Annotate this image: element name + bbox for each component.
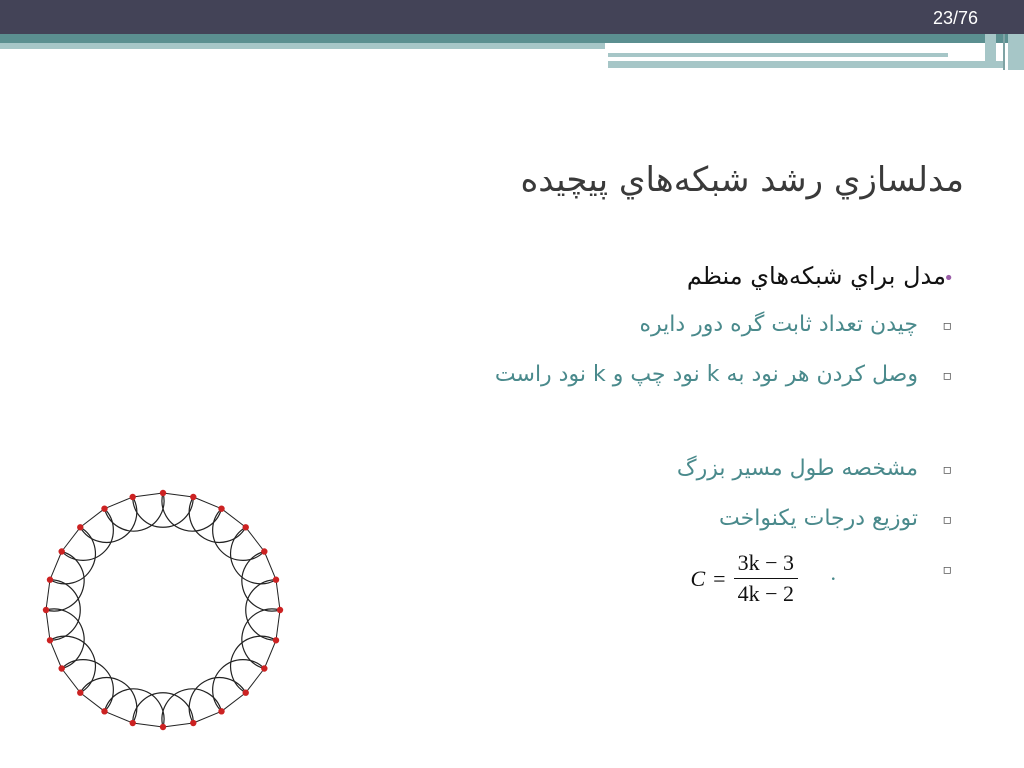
lattice-link [163,723,193,727]
lattice-arc [50,527,95,584]
lattice-node [47,637,53,643]
formula-dot: . [830,560,836,585]
lattice-node [58,665,64,671]
sub-bullet-text: مشخصه طول مسير بزرگ [676,456,918,481]
formula-lhs: C [690,565,706,591]
lattice-node [130,720,136,726]
lattice-link [222,509,246,528]
lattice-arc [50,636,95,693]
lattice-arc [50,580,80,641]
slide-title: مدلسازي رشد شبکه‌هاي پيچيده [520,160,964,200]
lattice-node [47,577,53,583]
lattice-node [218,505,224,511]
lattice-node [243,690,249,696]
lattice-node [101,505,107,511]
sub-bullet-text: چيدن تعداد ثابت گره دور دايره [639,312,918,337]
lattice-node [273,577,279,583]
lattice-link [133,723,163,727]
lattice-arc [213,509,265,561]
lattice-link [222,693,246,712]
square-bullet-icon: ▫ [942,318,952,334]
header-vertical-line [1003,34,1005,70]
lattice-node [218,708,224,714]
square-bullet-icon: ▫ [942,562,952,578]
lattice-link [62,527,81,551]
header-line-lower [608,61,1003,68]
lattice-node [43,607,49,613]
lattice-arc [213,660,265,712]
bullet-list [226,262,954,606]
bullet-dot-icon: • [943,268,954,289]
lattice-arc [133,497,194,527]
lattice-arc [133,693,194,723]
header-vertical-strip-right [1008,34,1024,70]
lattice-link [50,552,62,580]
lattice-link [50,640,62,668]
lattice-arc [189,497,245,542]
header-stripe-light [0,43,605,49]
lattice-node [261,548,267,554]
formula-denominator: 4k − 2 [737,581,794,606]
lattice-link [246,527,265,551]
square-bullet-icon: ▫ [942,462,952,478]
sub-bullet [226,362,952,412]
clustering-formula [690,550,836,607]
header-gap [605,43,1003,51]
lattice-node [58,548,64,554]
sub-bullet [226,312,952,362]
formula-fraction [734,550,798,607]
lattice-link [163,493,193,497]
sub-bullet-text: توزيع درجات يکنواخت [719,506,918,531]
lattice-link [105,497,133,509]
lattice-arc [62,660,114,712]
lattice-link [62,669,81,693]
lattice-link [133,493,163,497]
header-stripe [0,34,1024,43]
lattice-link [276,610,280,640]
lattice-link [264,552,276,580]
lattice-node [77,690,83,696]
slide-number: 23/76 [932,8,978,28]
lattice-node [190,720,196,726]
formula-bullet [226,550,952,606]
header-bar [0,0,1024,34]
lattice-link [80,509,104,528]
header-line-thin [608,53,948,57]
lattice-arc [80,497,137,542]
lattice-link [105,711,133,723]
lattice-link [264,640,276,668]
lattice-arc [231,636,276,693]
bullet-text: مدل براي شبکه‌هاي منظم [686,262,946,290]
lattice-node [77,524,83,530]
lattice-node [101,708,107,714]
formula-equals: = [713,565,726,591]
formula-numerator: 3k − 3 [734,550,798,579]
lattice-link [246,669,265,693]
lattice-link [193,497,221,509]
lattice-arc [189,678,245,723]
sub-bullet-text: وصل کردن هر نود به k نود چپ و k نود راست [494,362,918,387]
lattice-node [243,524,249,530]
lattice-arc [231,527,276,584]
regular-ring-lattice [36,484,290,736]
lattice-node [160,490,166,496]
lattice-link [193,711,221,723]
lattice-node [261,665,267,671]
lattice-node [160,724,166,730]
sub-bullet [226,456,952,506]
lattice-arc [62,509,114,561]
lattice-link [46,610,50,640]
lattice-node [190,494,196,500]
lattice-link [80,693,104,712]
lattice-link [276,580,280,610]
lattice-link [46,580,50,610]
lattice-arc [80,678,137,723]
lattice-node [277,607,283,613]
lattice-node [130,494,136,500]
bullet-level1 [226,262,954,312]
lattice-node [273,637,279,643]
square-bullet-icon: ▫ [942,368,952,384]
header-vertical-strip [985,34,996,68]
square-bullet-icon: ▫ [942,512,952,528]
sub-bullet [226,506,952,556]
lattice-arc [246,580,276,641]
